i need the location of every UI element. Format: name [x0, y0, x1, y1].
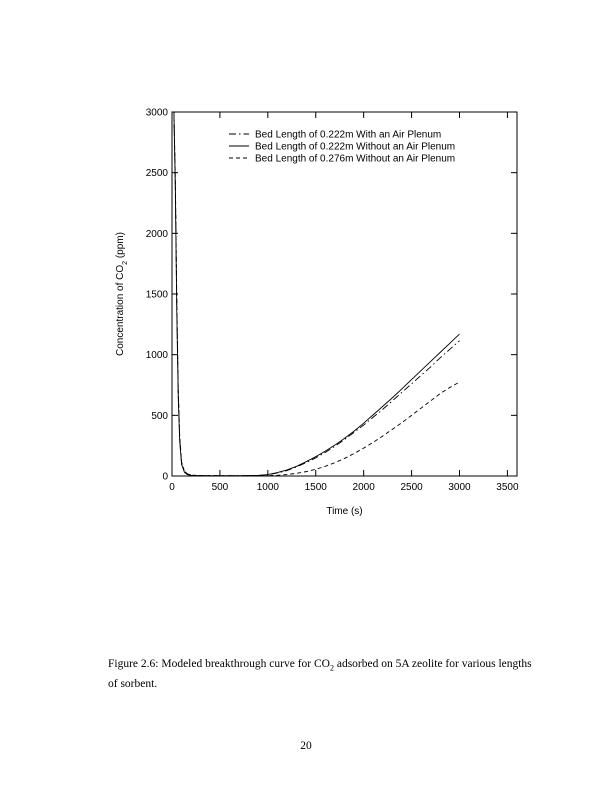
y-tick-label: 2000 [145, 228, 168, 240]
x-axis-title: Time (s) [326, 506, 363, 517]
figure-caption [108, 656, 544, 692]
legend-label-2: Bed Length of 0.222m Without an Air Plenum [255, 141, 456, 153]
caption-subscript: 2 [329, 663, 334, 673]
y-axis-title [115, 232, 129, 356]
x-tick-label: 1500 [304, 482, 327, 493]
series-line-2 [172, 112, 460, 476]
caption-prefix: Figure 2.6: Modeled breakthrough curve for CO [108, 658, 330, 670]
y-tick-label: 2500 [145, 168, 168, 180]
series-line-1 [172, 112, 460, 476]
x-tick-label: 2500 [400, 482, 423, 493]
y-tick-label: 1500 [145, 289, 168, 301]
y-tick-label: 0 [162, 471, 168, 483]
plot-frame [172, 112, 517, 476]
legend-label-3: Bed Length of 0.276m Without an Air Plenum [255, 153, 456, 165]
y-tick-label: 500 [151, 410, 168, 422]
y-tick-label: 3000 [145, 107, 168, 119]
x-tick-label: 3500 [496, 482, 519, 493]
y-axis-title-unit: (ppm) [115, 232, 126, 261]
x-tick-label: 500 [211, 482, 229, 493]
legend-label-1: Bed Length of 0.222m With an Air Plenum [255, 129, 442, 141]
series-line-3 [172, 112, 460, 476]
y-axis-title-subscript: 2 [121, 260, 129, 265]
y-tick-label: 1000 [145, 350, 168, 362]
legend [229, 130, 455, 165]
x-tick-label: 0 [169, 482, 175, 493]
x-tick-label: 3000 [448, 482, 471, 493]
page-number: 20 [300, 740, 312, 752]
x-tick-label: 2000 [352, 482, 375, 493]
caption-suffix: adsorbed on 5A zeolite for various lengths of sorbent. [108, 658, 532, 691]
x-tick-label: 1000 [256, 482, 279, 493]
y-axis-title-main: Concentration of CO [115, 264, 126, 356]
